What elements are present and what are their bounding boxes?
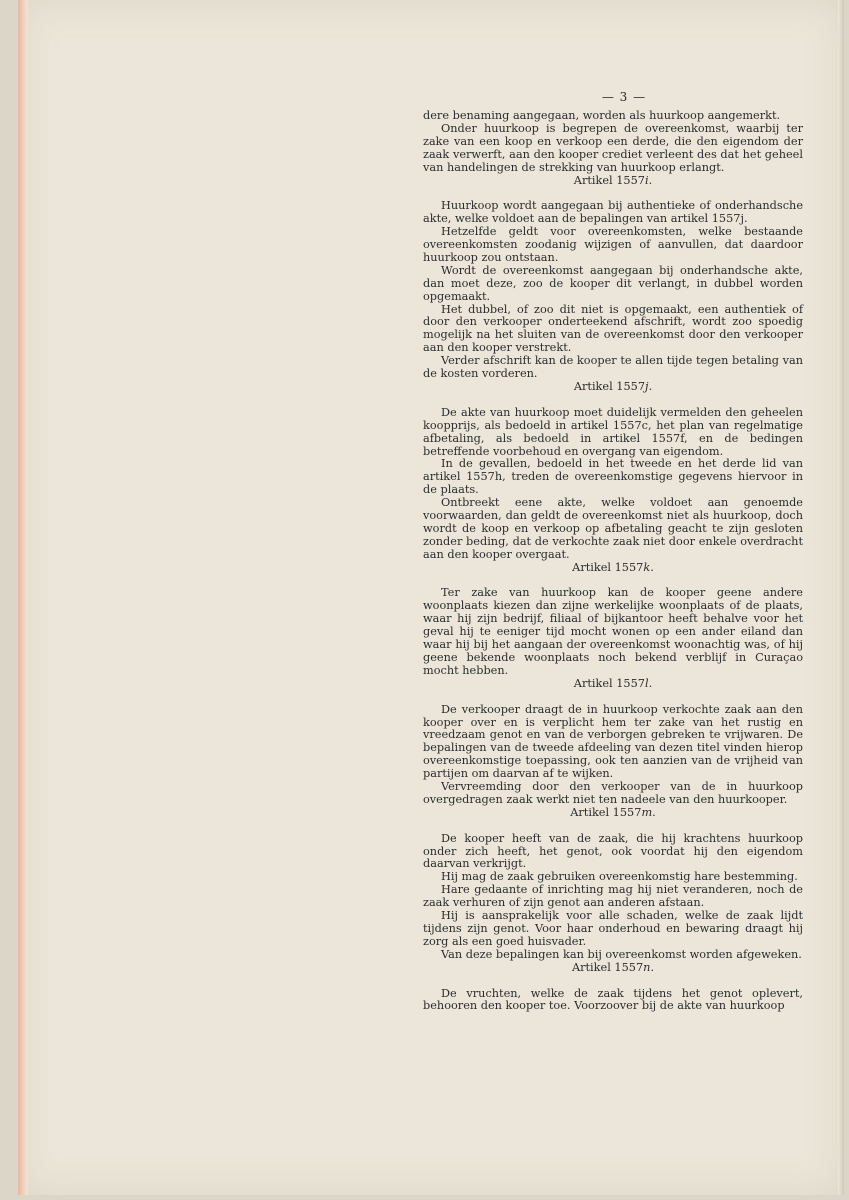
article-heading-period: . (652, 805, 656, 819)
article-heading-number: Artikel 1557 (573, 676, 645, 690)
document-page (18, 0, 844, 1195)
paragraph: Van deze bepalingen kan bij overeenkomst worden afgeweken. (441, 947, 802, 961)
article-heading-suffix: n (643, 960, 651, 974)
paragraph: In de gevallen, bedoeld in het tweede en het derde lid van artikel 1557h, treden de overeenkomstige gegevens hiervoor in de plaats. (423, 457, 803, 497)
article-heading-period: . (648, 676, 653, 690)
article-heading-number: Artikel 1557 (572, 560, 644, 574)
article-heading-suffix: j (645, 380, 649, 394)
paragraph: Hij is aansprakelijk voor alle schaden, welke de zaak lijdt tijdens zijn genot. Voor haar onderhoud en bewaring draagt hij zorg als een goed huisvader. (423, 909, 803, 948)
paragraph: Ontbreekt eene akte, welke voldoet aan genoemde voorwaarden, dan geldt de overeenkomst niet als huurkoop, doch wordt de koop en verkoop op afbetaling geacht te zijn gesloten zonder beding, dat de verkochte zaak niet door enkele overdracht aan den kooper overgaat. (423, 496, 803, 561)
paragraph: Huurkoop wordt aangegaan bij authentieke of onderhandsche akte, welke voldoet aan de bepalingen van artikel 1557j. (423, 199, 803, 226)
paragraph: Verder afschrift kan de kooper te allen tijde tegen betaling van de kosten vorderen. (423, 354, 803, 381)
article-heading-number: Artikel 1557 (571, 960, 644, 974)
paragraph: Ter zake van huurkoop kan de kooper geene andere woonplaats kiezen dan zijne werkelijke woonplaats of de plaats, waar hij zijn bedrijf, filiaal of bijkantoor heeft behalve voor het geval hij te eeniger tijd mocht wonen op een ander eiland dan waar hij bij het aangaan der overeenkomst woonachtig was, of hij geene bekende woonplaats noch bekend verblijf in Curaçao mocht hebben. (423, 586, 803, 677)
paragraph: Wordt de overeenkomst aangegaan bij onderhandsche akte, dan moet deze, zoo de kooper dit verlangt, in dubbel worden opgemaakt. (423, 263, 803, 303)
article-heading (423, 175, 803, 188)
article-heading-suffix: k (643, 560, 651, 574)
paragraph: Hetzelfde geldt voor overeenkomsten, welke bestaande overeenkomsten zoodanig wijzigen of aanvullen, dat daardoor huurkoop zou ontstaan. (423, 225, 803, 264)
article-heading-period: . (648, 173, 653, 187)
paragraph: De verkooper draagt de in huurkoop verkochte zaak aan den kooper over en is verplicht hem ter zake van het rustig en vreedzaam genot en van de verborgen gebreken te vrijwaren. De bepalingen van de tweede afdeeling van dezen titel vinden hierop overeenkomstige toepassing, ook ten aanzien van de vrijheid van partijen om daarvan af te wijken. (423, 702, 803, 781)
article-heading (423, 562, 803, 575)
paragraph: Hare gedaante of inrichting mag hij niet veranderen, noch de zaak verhuren of zijn genot aan anderen afstaan. (423, 883, 803, 910)
page-right-edge (838, 0, 844, 1195)
article-heading (423, 381, 803, 394)
paragraph: De vruchten, welke de zaak tijdens het genot oplevert, behooren den kooper toe. Voorzoover bij de akte van huurkoop (423, 986, 803, 1013)
article-heading-period: . (650, 960, 655, 974)
article-heading-suffix: m (641, 805, 653, 819)
paragraph: dere benaming aangegaan, worden als huurkoop aangemerkt. (423, 109, 781, 122)
article-heading (423, 678, 803, 691)
page-fold-edge (18, 0, 28, 1195)
article-heading-number: Artikel 1557 (570, 805, 642, 819)
text-column (423, 110, 803, 1013)
article-heading-period: . (650, 560, 654, 574)
article-heading (423, 962, 803, 975)
article-heading-number: Artikel 1557 (573, 380, 646, 394)
paragraph: Vervreemding door den verkooper van de in huurkoop overgedragen zaak werkt niet ten nadeele van den huurkooper. (423, 780, 803, 806)
paragraph: Hij mag de zaak gebruiken overeenkomstig hare bestemming. (441, 870, 798, 884)
paragraph: De akte van huurkoop moet duidelijk vermelden den geheelen koopprijs, als bedoeld in artikel 1557c, het plan van regelmatige afbetaling, als bedoeld in artikel 1557f, en de bedingen betreffende voorbehoud en overgang van eigendom. (423, 405, 803, 458)
article-heading (423, 807, 803, 820)
paragraph: Het dubbel, of zoo dit niet is opgemaakt, een authentiek of door den verkooper onderteekend afschrift, wordt zoo spoedig mogelijk na het sluiten van de overeenkomst door den verkooper aan den kooper verstrekt. (423, 302, 803, 355)
paragraph: Onder huurkoop is begrepen de overeenkomst, waarbij ter zake van een koop en verkoop een derde, die den eigendom der zaak verwerft, aan den kooper crediet verleent des dat het geheel van handelingen de strekking van huurkoop erlangt. (423, 121, 803, 174)
page-number: — 3 — (601, 90, 647, 104)
article-heading-suffix: i (644, 173, 649, 187)
paragraph: De kooper heeft van de zaak, die hij krachtens huurkoop onder zich heeft, het genot, ook voordat hij den eigendom daarvan verkrijgt. (423, 831, 803, 871)
article-heading-number: Artikel 1557 (573, 173, 645, 187)
article-heading-period: . (648, 380, 653, 394)
article-heading-suffix: l (644, 676, 649, 690)
